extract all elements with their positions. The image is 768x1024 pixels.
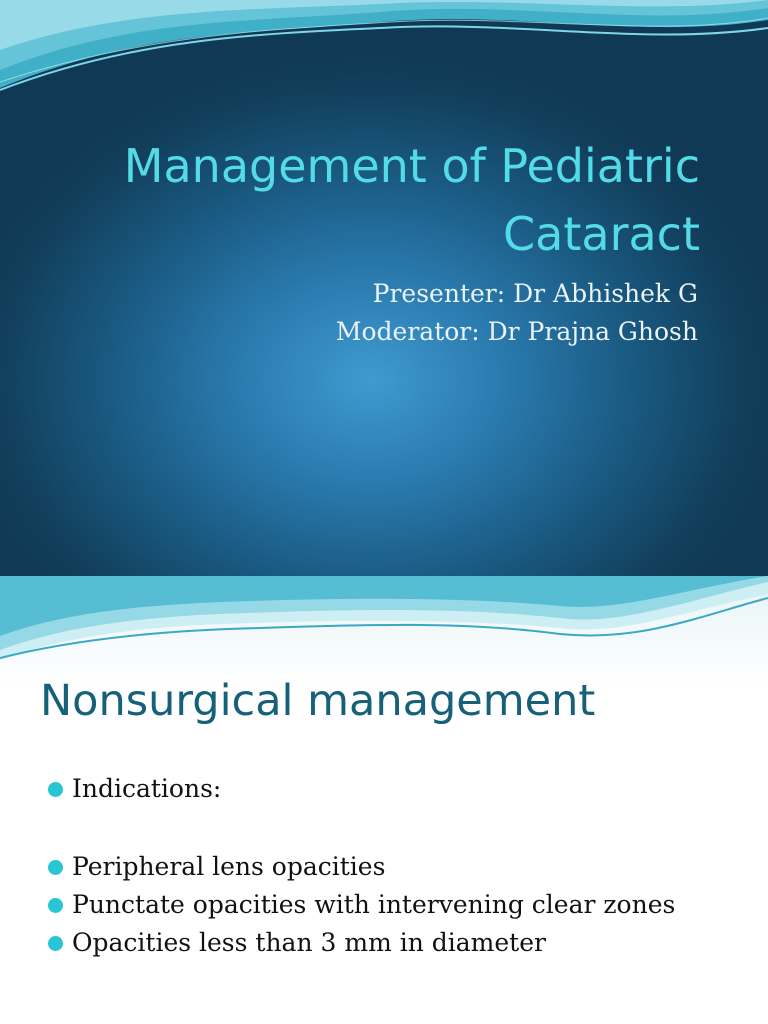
moderator-line: Moderator: Dr Prajna Ghosh (335, 317, 698, 346)
list-item: Opacities less than 3 mm in diameter (46, 926, 726, 959)
list-item: Punctate opacities with intervening clear zones (46, 888, 726, 921)
bullet-list (46, 772, 726, 959)
slide-heading: Nonsurgical management (40, 676, 596, 726)
bullet-dot-icon (48, 782, 63, 797)
list-item: Peripheral lens opacities (46, 850, 726, 883)
content-slide (0, 576, 768, 1024)
slide-title: Management of Pediatric Cataract (123, 139, 700, 261)
bullet-dot-icon (48, 936, 63, 951)
presenter-line: Presenter: Dr Abhishek G (372, 279, 698, 308)
content-top-wave-decoration (0, 576, 768, 666)
top-wave-decoration (0, 0, 768, 100)
list-item: Indications: (46, 772, 726, 805)
bullet-dot-icon (48, 898, 63, 913)
bullet-dot-icon (48, 860, 63, 875)
